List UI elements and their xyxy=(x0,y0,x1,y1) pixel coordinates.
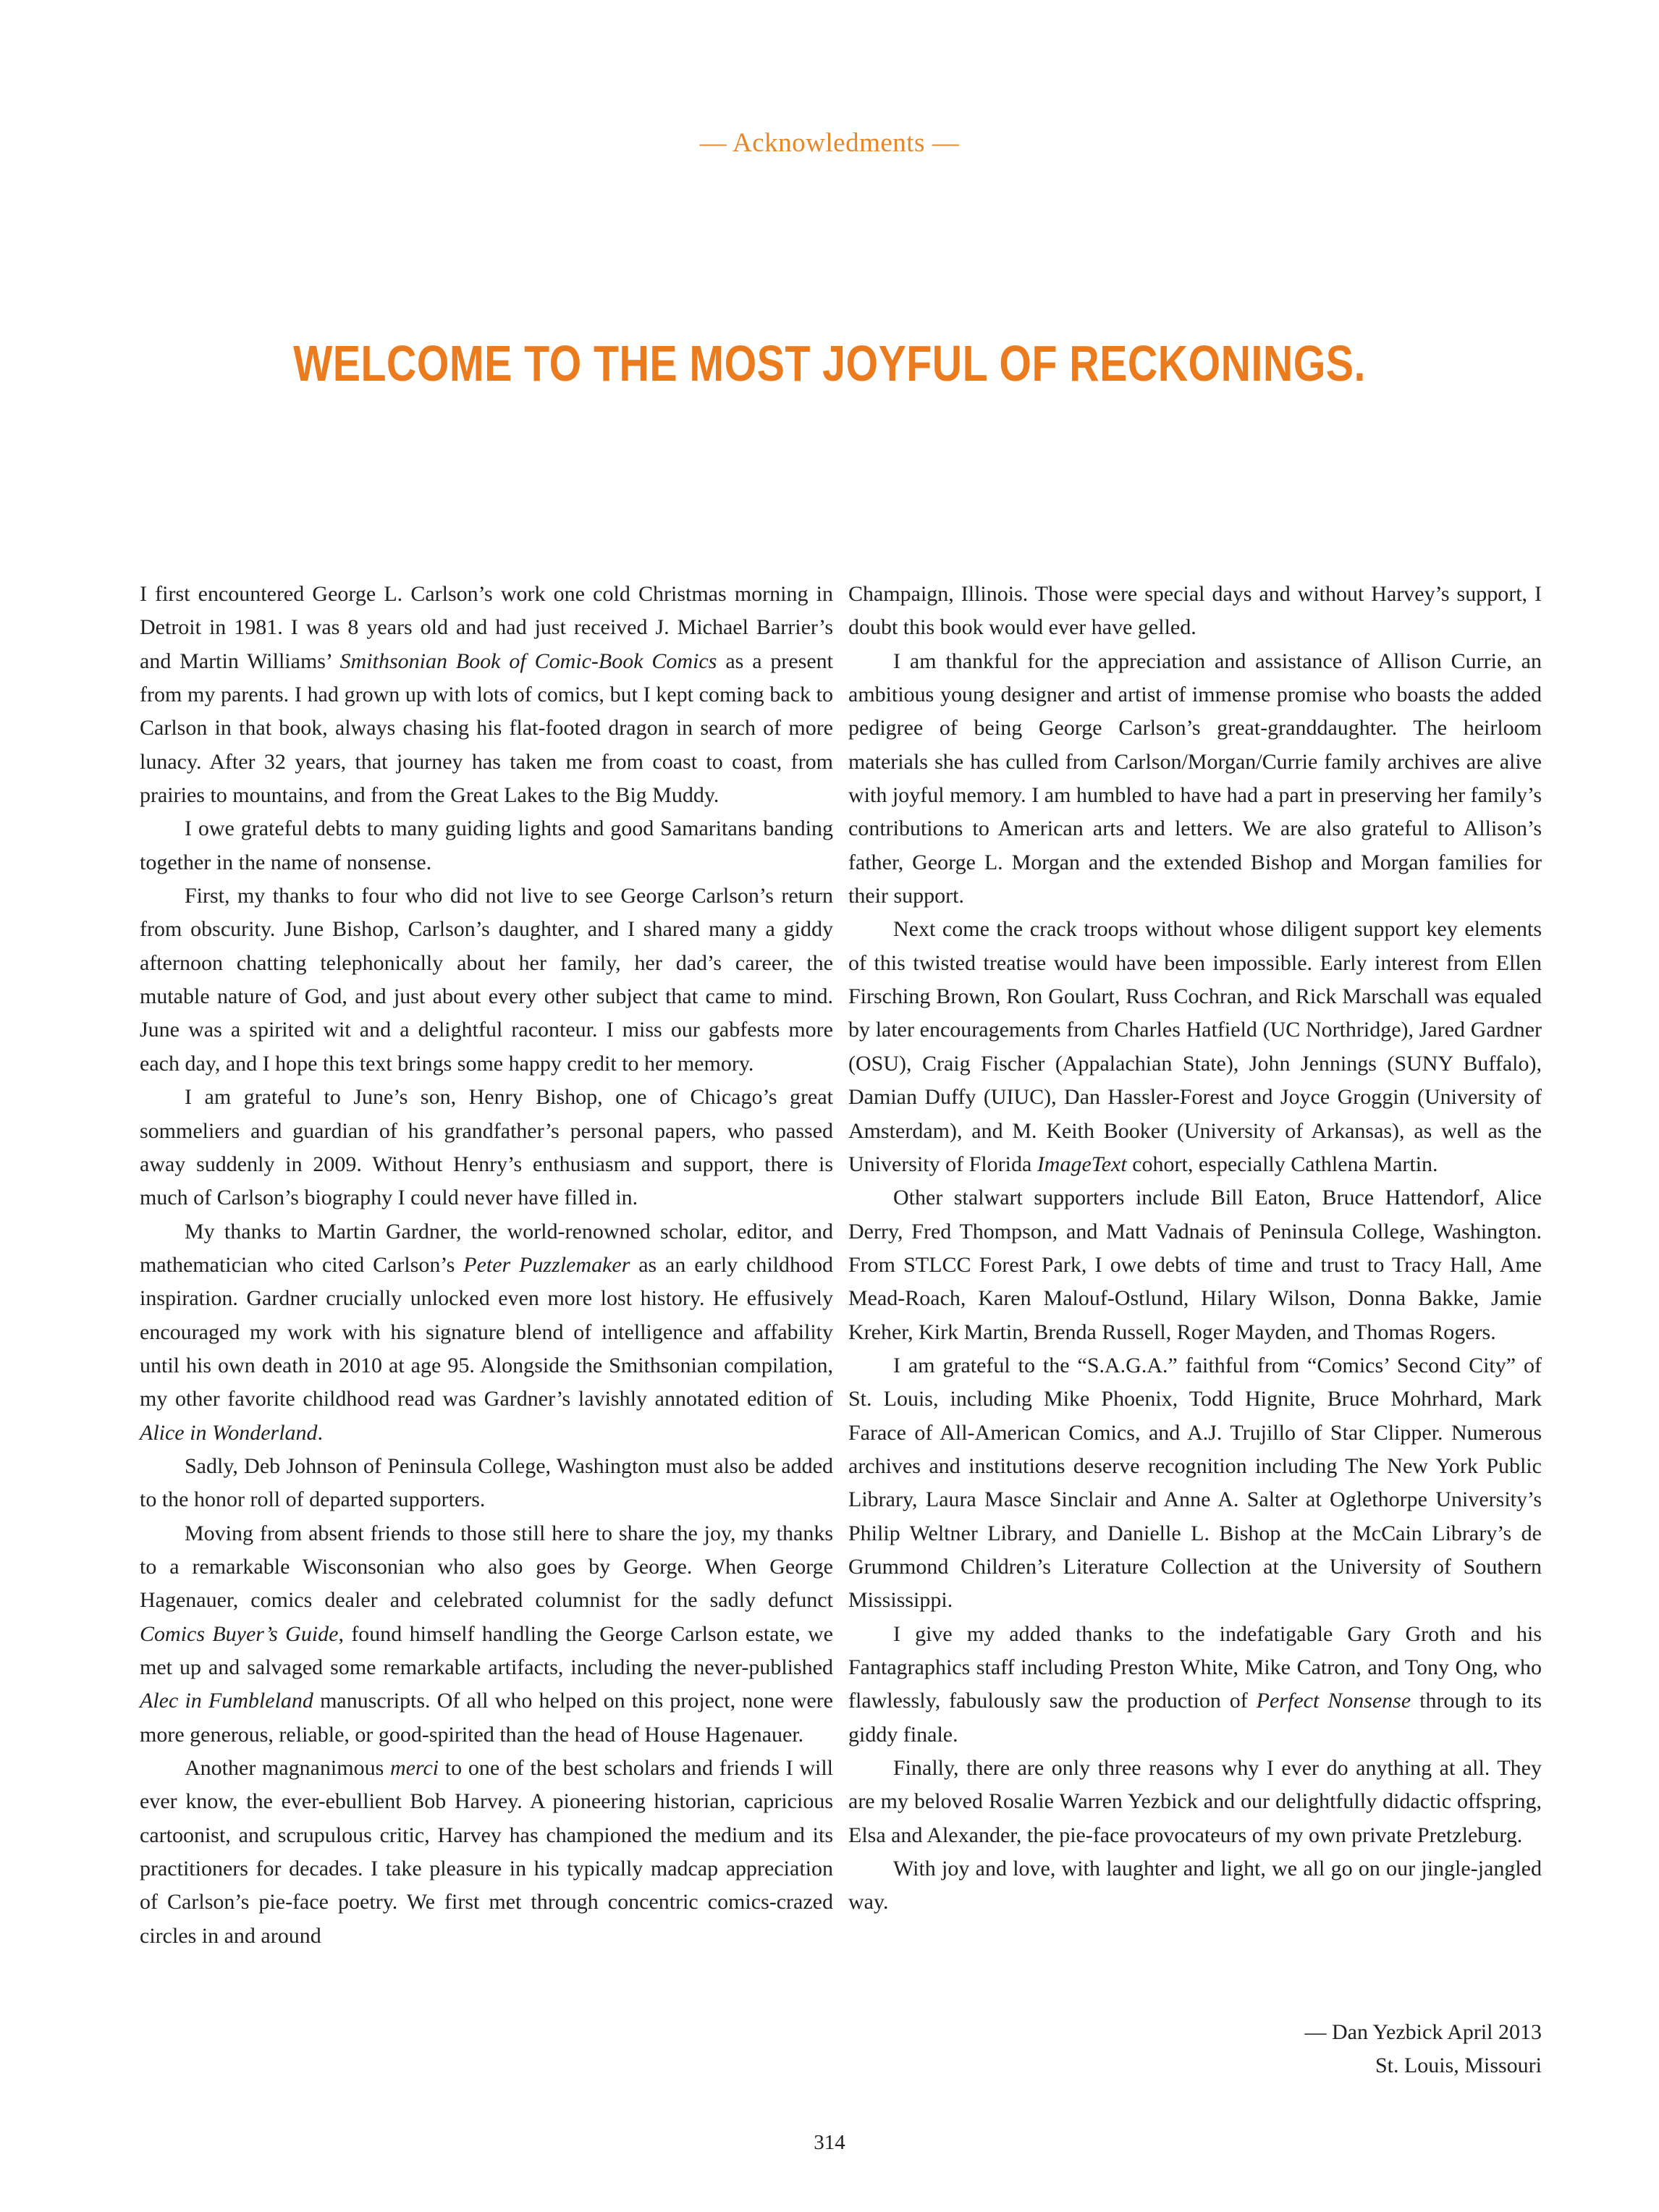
page-title: WELCOME TO THE MOST JOYFUL OF RECKONINGS. xyxy=(293,335,1366,392)
paragraph xyxy=(848,913,1542,1181)
italic-title: ImageText xyxy=(1037,1152,1127,1176)
running-head: — Acknowledments — xyxy=(699,128,960,158)
paragraph xyxy=(848,645,1542,913)
text-run: I am thankful for the appreciation and assistance of Allison Currie, an ambitious young designer and artist of immense promise who boasts the added pedigree of being George Carlson’s great-granddaughter. The heirloom materials she has culled from Carlson/Morgan/Currie family archives are alive with joyful memory. I am humbled to have had a part in preserving her family’s contributions to American arts and letters. We are also grateful to Allison’s father, George L. Morgan and the extended Bishop and Morgan families for their support. xyxy=(848,649,1542,908)
text-run: as a present from my parents. I had grown up with lots of comics, but I kept coming back to Carlson in that book, always chasing his flat-footed dragon in search of more lunacy. After 32 years, that journey has taken me from coast to coast, from prairies to mountains, and from the Great Lakes to the Big Muddy. xyxy=(140,649,834,808)
text-run: First, my thanks to four who did not live to see George Carlson’s return from obscurity. June Bishop, Carlson’s daughter, and I shared many a giddy afternoon chatting telephonically about her family, her dad’s career, the mutable nature of God, and just about every other subject that came to mind. June was a spirited wit and a delightful raconteur. I miss our gabfests more each day, and I hope this text brings some happy credit to her memory. xyxy=(140,884,833,1076)
italic-title: Alec in Fumbleland xyxy=(140,1689,313,1713)
paragraph xyxy=(140,1215,833,1450)
text-run: manuscripts. Of all who helped on this project, none were more generous, reliable, or good-spirited than the head of House Hagenauer. xyxy=(140,1689,833,1747)
paragraph xyxy=(848,1852,1542,1920)
text-run: I am grateful to the “S.A.G.A.” faithful from “Comics’ Second City” of St. Louis, including Mike Phoenix, Todd Hignite, Bruce Mohrhard, Mark Farace of All-American Comics, and A.J. Trujillo of Star Clipper. Numerous archives and institutions deserve recognition including The New York Public Library, Laura Masce Sinclair and Anne A. Salter at Oglethorpe University’s Philip Weltner Library, and Danielle L. Bishop at the McCain Library’s de Grummond Children’s Literature Collection at the University of Southern Mississippi. xyxy=(848,1353,1542,1613)
italic-title: Perfect Nonsense xyxy=(1256,1689,1411,1713)
left-column xyxy=(140,578,833,1953)
text-run: , found himself handling the George Carlson estate, we met up and salvaged some remarkable artifacts, including the never-published xyxy=(140,1621,834,1679)
text-run: through to its giddy finale. xyxy=(848,1689,1542,1747)
text-run: I am grateful to June’s son, Henry Bishop, one of Chicago’s great sommeliers and guardian of his grandfather’s personal papers, who passed away suddenly in 2009. Without Henry’s enthusiasm and support, there is much of Carlson’s biography I could never have filled in. xyxy=(140,1085,833,1210)
text-run: Other stalwart supporters include Bill Eaton, Bruce Hattendorf, Alice Derry, Fred Thompson, and Matt Vadnais of Peninsula College, Washington. From STLCC Forest Park, I owe debts of time and trust to Tracy Hall, Ame Mead-Roach, Karen Malouf-Ostlund, Hilary Wilson, Donna Bakke, Jamie Kreher, Kirk Martin, Brenda Russell, Roger Mayden, and Thomas Rogers. xyxy=(848,1186,1542,1344)
text-run: . xyxy=(317,1420,324,1445)
paragraph xyxy=(140,812,833,879)
paragraph xyxy=(848,1618,1542,1752)
italic-title: Smithsonian Book of Comic-Book Comics xyxy=(339,649,717,673)
right-column xyxy=(848,578,1542,1920)
italic-title: Peter Puzzlemaker xyxy=(463,1252,630,1277)
paragraph xyxy=(848,1349,1542,1618)
page-number: 314 xyxy=(814,2131,845,2154)
text-run: With joy and love, with laughter and light, we all go on our jingle-jangled way. xyxy=(848,1857,1542,1915)
italic-title: Comics Buyer’s Guide xyxy=(140,1621,339,1646)
text-run: I give my added thanks to the indefatigable Gary Groth and his Fantagraphics staff including Preston White, Mike Catron, and Tony Ong, who flawlessly, fabulously saw the production of xyxy=(848,1621,1542,1713)
text-run: I first encountered George L. Carlson’s work one cold Christmas morning in Detroit in 1981. I was 8 years old and had just received J. Michael Barrier’s and Martin Williams’ xyxy=(140,582,833,673)
text-run: I owe grateful debts to many guiding lights and good Samaritans banding together in the name of nonsense. xyxy=(140,816,833,874)
text-run: Finally, there are only three reasons why I ever do anything at all. They are my beloved Rosalie Warren Yezbick and our delightfully didactic offspring, Elsa and Alexander, the pie-face provocateurs of my own private Pretzleburg. xyxy=(848,1756,1542,1847)
text-run: cohort, especially Cathlena Martin. xyxy=(1126,1152,1438,1176)
text-run: My thanks to Martin Gardner, the world-renowned scholar, editor, and mathematician who cited Carlson’s xyxy=(140,1219,833,1277)
signoff-author-date: — Dan Yezbick April 2013 xyxy=(1304,2020,1542,2044)
text-run: Another magnanimous xyxy=(185,1756,390,1781)
text-run: to one of the best scholars and friends I will ever know, the ever-ebullient Bob Harvey. A pioneering historian, capricious cartoonist, and scrupulous critic, Harvey has championed the medium and its practitioners for decades. I take pleasure in his typically madcap appreciation of Carlson’s pie-face poetry. We first met through concentric comics-crazed circles in and around xyxy=(140,1756,833,1948)
paragraph xyxy=(140,879,833,1081)
text-run: Champaign, Illinois. Those were special days and without Harvey’s support, I doubt this book would ever have gelled. xyxy=(848,582,1542,640)
paragraph xyxy=(140,578,833,812)
italic-title: Alice in Wonderland xyxy=(140,1420,318,1445)
signoff xyxy=(848,2016,1542,2082)
signoff-location: St. Louis, Missouri xyxy=(1375,2053,1542,2077)
paragraph xyxy=(140,1450,833,1517)
paragraph xyxy=(848,1752,1542,1852)
paragraph xyxy=(848,1181,1542,1349)
text-run: Next come the crack troops without whose diligent support key elements of this twisted treatise would have been impossible. Early interest from Ellen Firsching Brown, Ron Goulart, Russ Cochran, and Rick Marschall was equaled by later encouragements from Charles Hatfield (UC Northridge), Jared Gardner (OSU), Craig Fischer (Appalachian State), John Jennings (SUNY Buffalo), Damian Duffy (UIUC), Dan Hassler-Forest and Joyce Groggin (University of Amsterdam), and M. Keith Booker (University of Arkansas), as well as the University of Florida xyxy=(848,917,1542,1176)
text-run: as an early childhood inspiration. Gardner crucially unlocked even more lost history. He effusively encouraged my work with his signature blend of intelligence and affability until his own death in 2010 at age 95. Alongside the Smithsonian compilation, my other favorite childhood read was Gardner’s lavishly annotated edition of xyxy=(140,1252,833,1411)
paragraph xyxy=(140,1081,833,1215)
paragraph xyxy=(848,578,1542,645)
paragraph xyxy=(140,1517,833,1752)
text-run: Sadly, Deb Johnson of Peninsula College, Washington must also be added to the honor roll of departed supporters. xyxy=(140,1453,833,1512)
paragraph xyxy=(140,1752,833,1953)
text-run: Moving from absent friends to those still here to share the joy, my thanks to a remarkable Wisconsonian who also goes by George. When George Hagenauer, comics dealer and celebrated columnist for the sadly defunct xyxy=(140,1521,833,1613)
italic-title: merci xyxy=(389,1756,439,1781)
